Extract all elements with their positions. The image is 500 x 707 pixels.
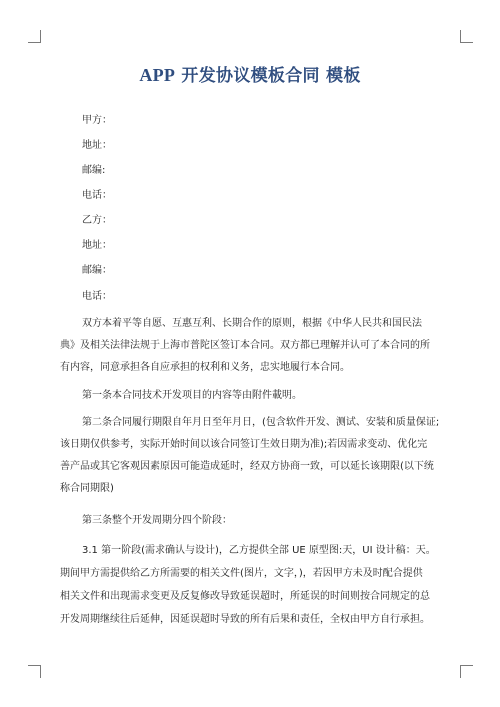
party-a-phone-label: 电话：	[82, 190, 112, 201]
party-b-label: 乙方：	[82, 215, 112, 226]
party-a-label: 甲方：	[82, 115, 112, 126]
party-b-address-label: 地址：	[82, 240, 112, 251]
paragraph-line: 善产品或其它客观因素原因可能造成延时，经双方协商一致，可以延长该期限(以下统	[60, 461, 434, 472]
paragraph-line: 3.1 第一阶段(需求确认与设计)，乙方提供全部 UE 原型图:天，UI 设计稿：天。	[82, 545, 436, 556]
party-a-postcode-label: 邮编:	[82, 165, 106, 176]
paragraph-line: 称合同期限)	[60, 483, 114, 494]
paragraph-line: 相关文件和出现需求变更及反复修改导致延误超时，所延误的时间则按合同规定的总	[60, 591, 430, 602]
paragraph-line: 双方本着平等自愿、互惠互利、长期合作的原则，根据《中华人民共和国民法	[82, 318, 422, 329]
document-title-rest: 开发协议模板合同 模板	[175, 66, 361, 86]
paragraph-line: 开发周期继续往后延伸，因延误超时导致的所有后果和责任，全权由甲方自行承担。	[60, 614, 430, 625]
party-b-postcode-label: 邮编：	[82, 265, 112, 276]
crop-mark-top-left	[28, 30, 41, 43]
crop-mark-top-right	[460, 30, 473, 43]
document-title	[0, 61, 500, 86]
paragraph-line: 有内容，同意承担各自应承担的权利和义务，忠实地履行本合同。	[60, 362, 350, 373]
party-a-address-label: 地址：	[82, 140, 112, 151]
party-b-phone-label: 电话：	[82, 291, 112, 302]
paragraph-line: 第一条本合同技术开发项目的内容等由附件載明。	[82, 390, 302, 401]
paragraph-line: 第三条整个开发周期分四个阶段：	[82, 515, 232, 526]
document-title-latin: APP	[139, 65, 176, 85]
paragraph-line: 第二条合同履行期限自年月日至年月日，(包含软件开发、测试、安装和质量保证;	[82, 417, 440, 428]
paragraph-line: 期间甲方需提供给乙方所需要的相关文件(图片，文字，)，若因甲方未及时配合提供	[60, 568, 423, 579]
paragraph-line: 该日期仅供参考，实际开始时间以该合同签订生效日期为准);若因需求变动、优化完	[60, 439, 428, 450]
paragraph-line: 典》及相关法律法规于上海市普陀区签订本合同。双方都已理解并认可了本合同的所	[60, 340, 430, 351]
crop-mark-bottom-right	[460, 665, 473, 678]
crop-mark-bottom-left	[28, 665, 41, 678]
